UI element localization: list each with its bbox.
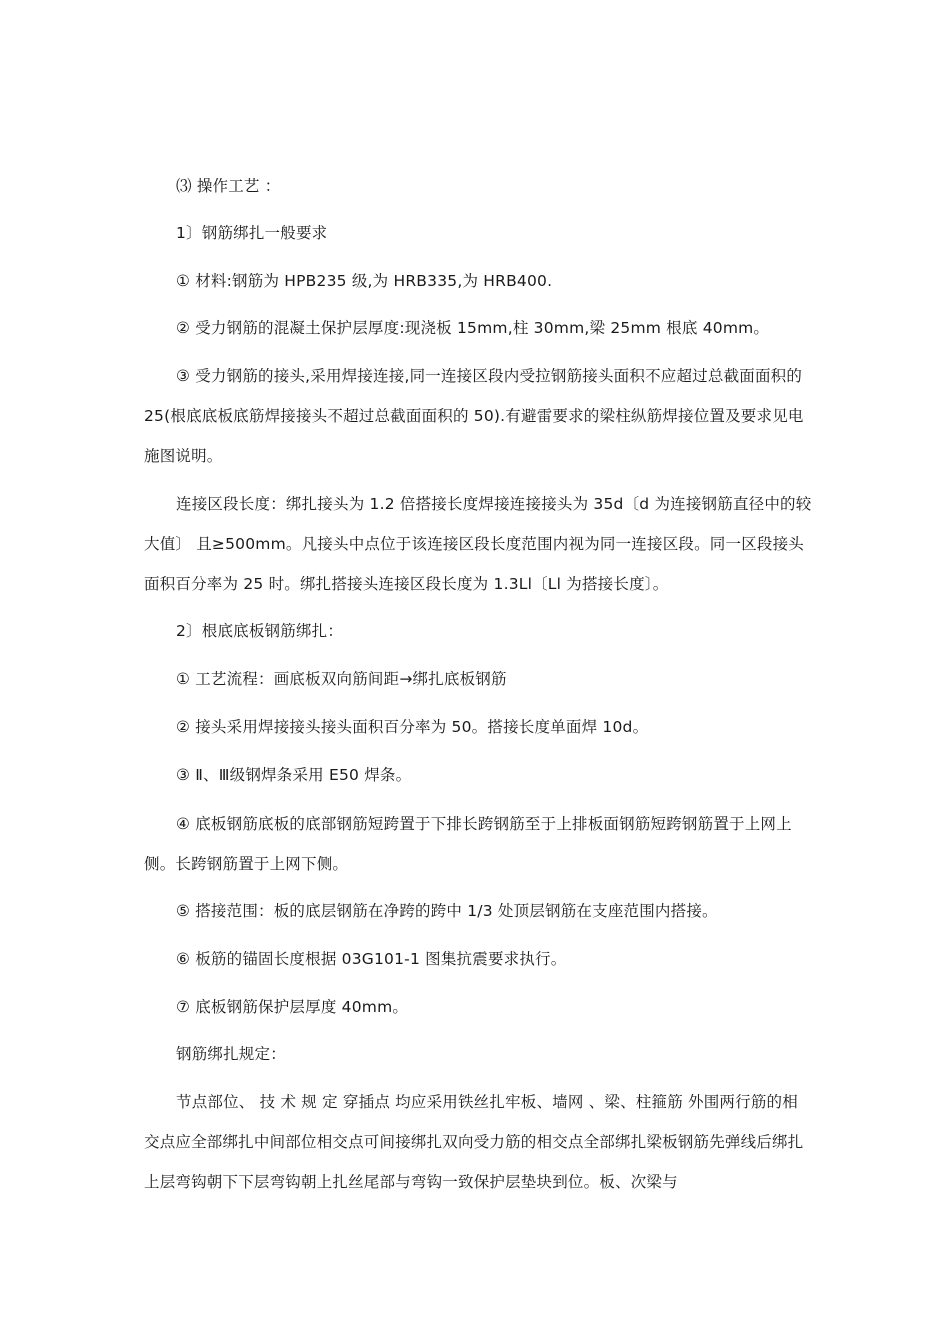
paragraph-welding-rod: ③ Ⅱ、Ⅲ级钢焊条采用 E50 焊条。 [176, 766, 412, 784]
section-heading-operation-process: ⑶ 操作工艺 ： [176, 177, 281, 195]
paragraph-materials: ① 材料:钢筋为 HPB235 级,为 HRB335,为 HRB400. [176, 272, 553, 290]
paragraph-welded-joints: ② 接头采用焊接接头接头面积百分率为 50。搭接长度单面焊 10d。 [176, 718, 649, 736]
paragraph-anchorage-length: ⑥ 板筋的锚固长度根据 03G101-1 图集抗震要求执行。 [176, 950, 567, 968]
paragraph-bar-placement: ④ 底板钢筋底板的底部钢筋短跨置于下排长跨钢筋至于上排板面钢筋短跨钢筋置于上网上侧。长跨钢筋置于上网下侧。 [144, 815, 792, 873]
paragraph-connection-zone-length: 连接区段长度：绑扎接头为 1.2 倍搭接长度焊接连接接头为 35d〔d 为连接钢筋直径中的较大值〕 且≥500mm。凡接头中点位于该连接区段长度范围内视为同一连接区段。同一区段接头面积百分率为 25 时。绑扎搭接头连接区段长度为 1.3Ll〔Ll 为搭接长度〕。 [144, 495, 812, 593]
paragraph-joints: ③ 受力钢筋的接头,采用焊接连接,同一连接区段内受拉钢筋接头面积不应超过总截面面积的 25(根底底板底筋焊接接头不超过总截面面积的 50).有避雷要求的梁柱纵筋焊接位置及要求见电施图说明。 [144, 367, 804, 465]
paragraph-cover-thickness: ② 受力钢筋的混凝土保护层厚度:现浇板 15mm,柱 30mm,梁 25mm 根底 40mm。 [176, 319, 770, 337]
paragraph-binding-rules-detail: 节点部位、 技 术 规 定 穿插点 均应采用铁丝扎牢板、墙网 、梁、柱箍筋 外围两行筋的相交点应全部绑扎中间部位相交点可间接绑扎双向受力筋的相交点全部绑扎梁板钢筋先弹线后绑扎上层弯钩朝下下层弯钩朝上扎丝尾部与弯钩一致保护层垫块到位。板、次梁与 [144, 1093, 804, 1191]
heading-binding-rules: 钢筋绑扎规定： [176, 1045, 286, 1063]
paragraph-slab-cover: ⑦ 底板钢筋保护层厚度 40mm。 [176, 998, 409, 1016]
paragraph-lap-range: ⑤ 搭接范围：板的底层钢筋在净跨的跨中 1/3 处顶层钢筋在支座范围内搭接。 [176, 902, 718, 920]
paragraph-process-flow: ① 工艺流程：画底板双向筋间距→绑扎底板钢筋 [176, 670, 507, 688]
subsection-heading-general-requirements: 1〕钢筋绑扎一般要求 [176, 224, 328, 242]
subsection-heading-base-slab-binding: 2〕根底底板钢筋绑扎： [176, 622, 344, 640]
